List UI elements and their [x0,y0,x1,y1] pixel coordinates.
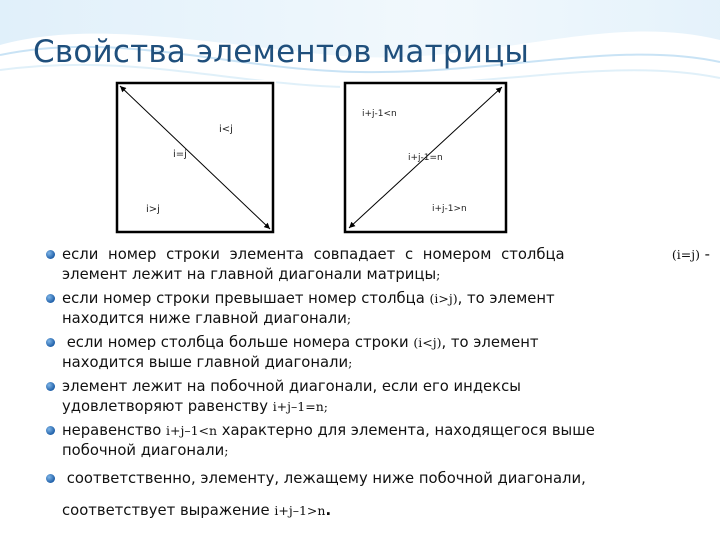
list-item [46,421,710,461]
list-item [46,245,710,285]
bullet-text: если номер строки элемента совпадает с номером столбца (i=j) - [62,246,710,263]
bullet-icon [46,426,55,435]
label-upper: i<j [219,124,233,135]
bullet-text-line2: находится ниже главной диагонали; [62,310,352,327]
label-diagonal: i=j [173,149,187,160]
formula: i+j–1>n [274,503,326,518]
formula: i+j–1<n [165,423,218,438]
bullet-icon [46,294,55,303]
label-lower: i>j [146,204,160,215]
bullet-text-line2: удовлетворяют равенству i+j–1=n; [62,398,328,415]
bullet-icon [46,338,55,347]
bullet-text: элемент лежит на побочной диагонали, если его индексы [62,378,521,395]
formula: (i=j) [671,247,700,262]
main-diagonal-diagram [111,80,276,235]
formula: (i>j) [429,291,458,306]
formula: i+j–1=n; [272,399,328,414]
main-diagonal-arrow [120,86,270,229]
list-item [46,377,710,417]
bullet-text-line2: находится выше главной диагонали; [62,354,353,371]
secondary-diagonal-diagram [340,80,510,235]
bullet-icon [46,474,55,483]
bullet-text: соответственно, элементу, лежащему ниже побочной диагонали, [62,470,586,487]
list-item [46,469,710,521]
properties-list [46,245,710,525]
bullet-text: если номер столбца больше номера строки (i<j), то элемент [62,334,539,351]
bullet-text-line2: соответствует выражение i+j–1>n. [62,502,332,519]
bullet-text: неравенство i+j–1<n характерно для элемента, находящегося выше [62,422,595,439]
formula: (i<j) [413,335,442,350]
slide-title: Свойства элементов матрицы [33,34,530,70]
bullet-icon [46,250,55,259]
label-diagonal: i+j-1=n [408,153,443,163]
label-lower: i+j-1>n [432,204,467,214]
list-item [46,333,710,373]
list-item [46,289,710,329]
bullet-text-line2: побочной диагонали; [62,442,229,459]
label-upper: i+j-1<n [362,109,397,119]
bullet-icon [46,382,55,391]
bullet-text-line2: элемент лежит на главной диагонали матрицы; [62,266,441,283]
bullet-text: если номер строки превышает номер столбца (i>j), то элемент [62,290,555,307]
